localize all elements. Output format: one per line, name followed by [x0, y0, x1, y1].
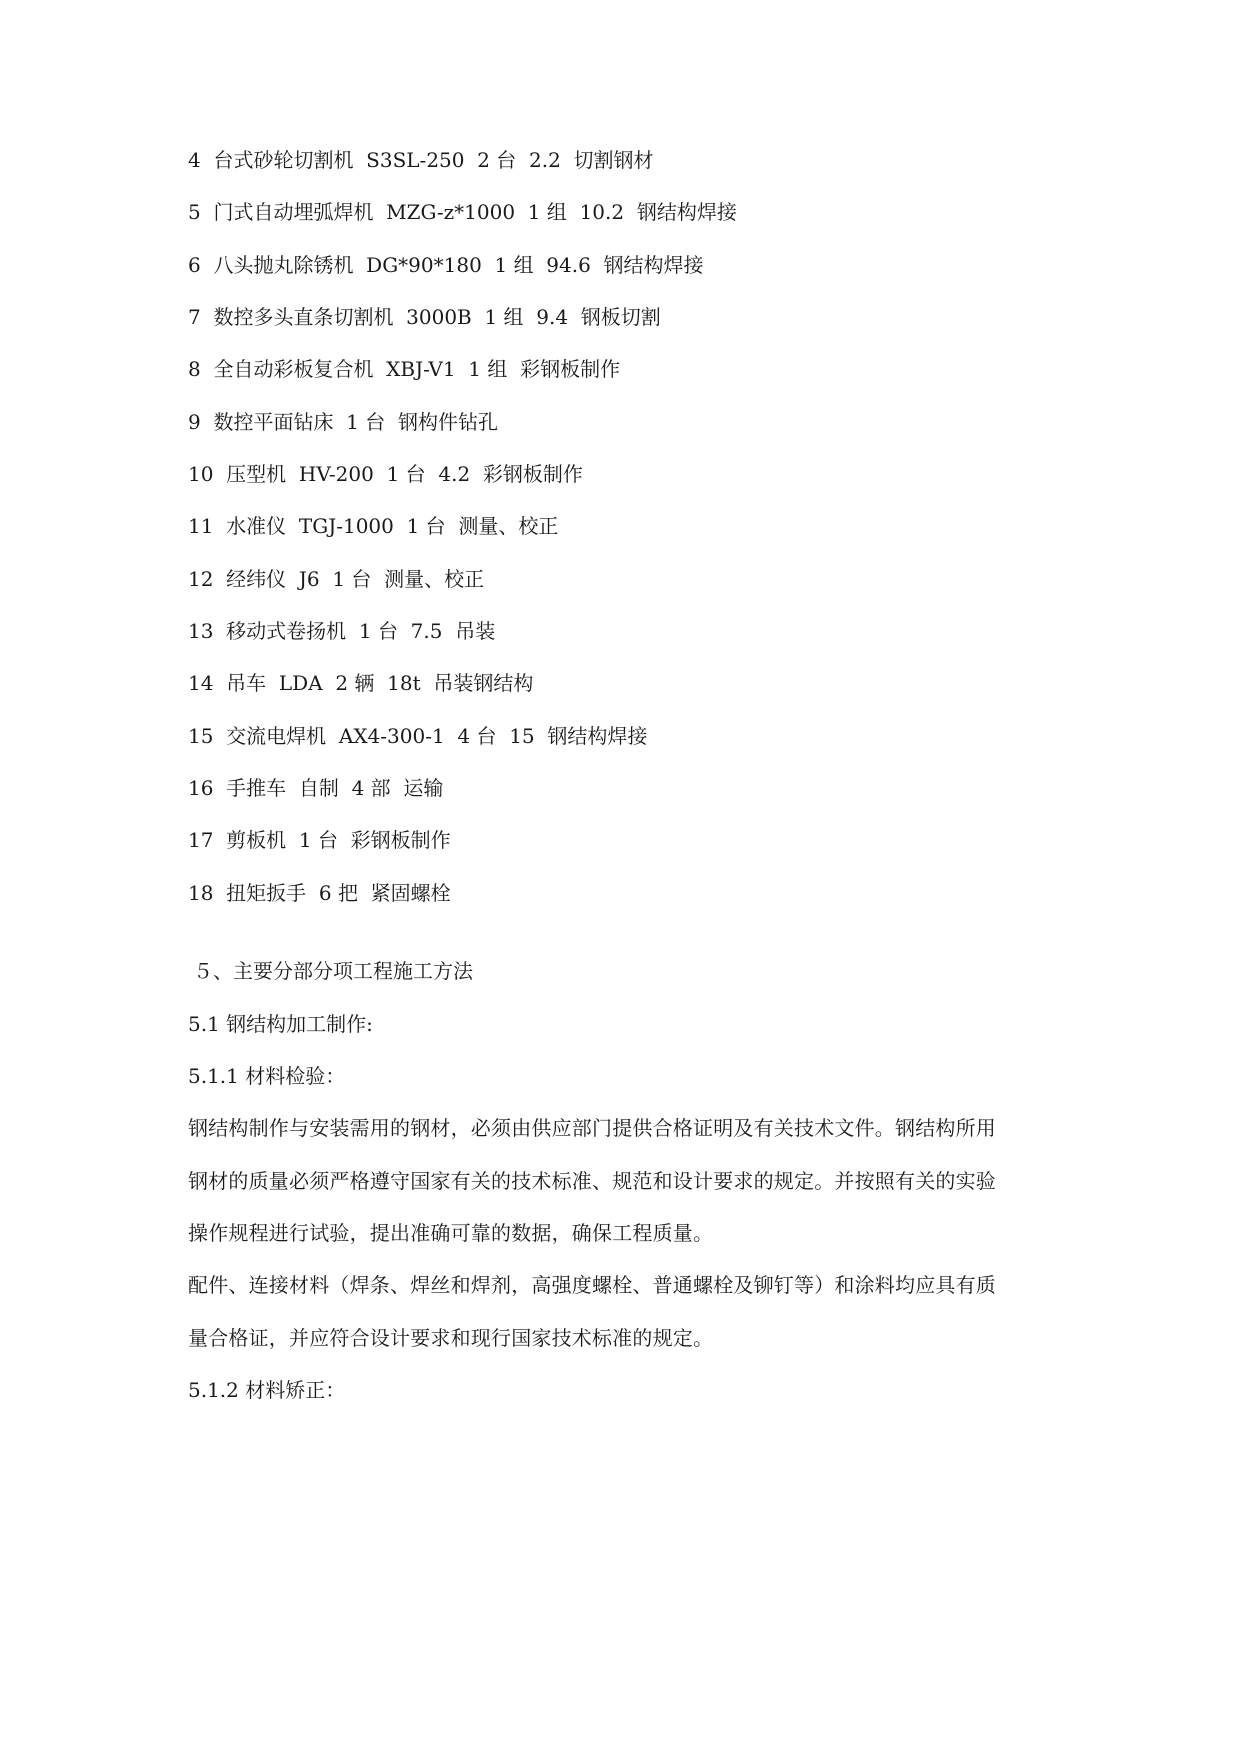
equipment-row-5: 5 门式自动埋弧焊机 MZG-z*1000 1 组 10.2 钢结构焊接 — [188, 200, 737, 224]
equipment-row-15: 15 交流电焊机 AX4-300-1 4 台 15 钢结构焊接 — [188, 724, 648, 748]
equipment-row-9: 9 数控平面钻床 1 台 钢构件钻孔 — [188, 410, 498, 434]
paragraph-1-line-3: 操作规程进行试验，提出准确可靠的数据，确保工程质量。 — [188, 1221, 714, 1245]
equipment-row-6: 6 八头抛丸除锈机 DG*90*180 1 组 94.6 钢结构焊接 — [188, 253, 704, 277]
equipment-row-4: 4 台式砂轮切割机 S3SL-250 2 台 2.2 切割钢材 — [188, 148, 654, 172]
equipment-row-17: 17 剪板机 1 台 彩钢板制作 — [188, 828, 451, 852]
subsection-5-1-2-heading: 5.1.2 材料矫正： — [188, 1378, 346, 1402]
equipment-row-10: 10 压型机 HV-200 1 台 4.2 彩钢板制作 — [188, 462, 583, 486]
equipment-row-14: 14 吊车 LDA 2 辆 18t 吊装钢结构 — [188, 671, 534, 695]
paragraph-2-line-1: 配件、连接材料（焊条、焊丝和焊剂，高强度螺栓、普通螺栓及铆钉等）和涂料均应具有质 — [188, 1273, 996, 1297]
paragraph-2-line-2: 量合格证，并应符合设计要求和现行国家技术标准的规定。 — [188, 1326, 714, 1350]
equipment-row-7: 7 数控多头直条切割机 3000B 1 组 9.4 钢板切割 — [188, 305, 661, 329]
paragraph-1-line-1: 钢结构制作与安装需用的钢材，必须由供应部门提供合格证明及有关技术文件。钢结构所用 — [188, 1116, 996, 1140]
equipment-row-13: 13 移动式卷扬机 1 台 7.5 吊装 — [188, 619, 496, 643]
equipment-row-8: 8 全自动彩板复合机 XBJ-V1 1 组 彩钢板制作 — [188, 357, 621, 381]
section-heading: ５、主要分部分项工程施工方法 — [193, 959, 473, 983]
subsection-5-1-heading: 5.1 钢结构加工制作: — [188, 1012, 373, 1036]
equipment-row-18: 18 扭矩扳手 6 把 紧固螺栓 — [188, 881, 451, 905]
subsection-5-1-1-heading: 5.1.1 材料检验： — [188, 1064, 346, 1088]
equipment-row-16: 16 手推车 自制 4 部 运输 — [188, 776, 444, 800]
paragraph-1-line-2: 钢材的质量必须严格遵守国家有关的技术标准、规范和设计要求的规定。并按照有关的实验 — [188, 1169, 996, 1193]
equipment-row-12: 12 经纬仪 J6 1 台 测量、校正 — [188, 567, 485, 591]
equipment-row-11: 11 水准仪 TGJ-1000 1 台 测量、校正 — [188, 514, 559, 538]
